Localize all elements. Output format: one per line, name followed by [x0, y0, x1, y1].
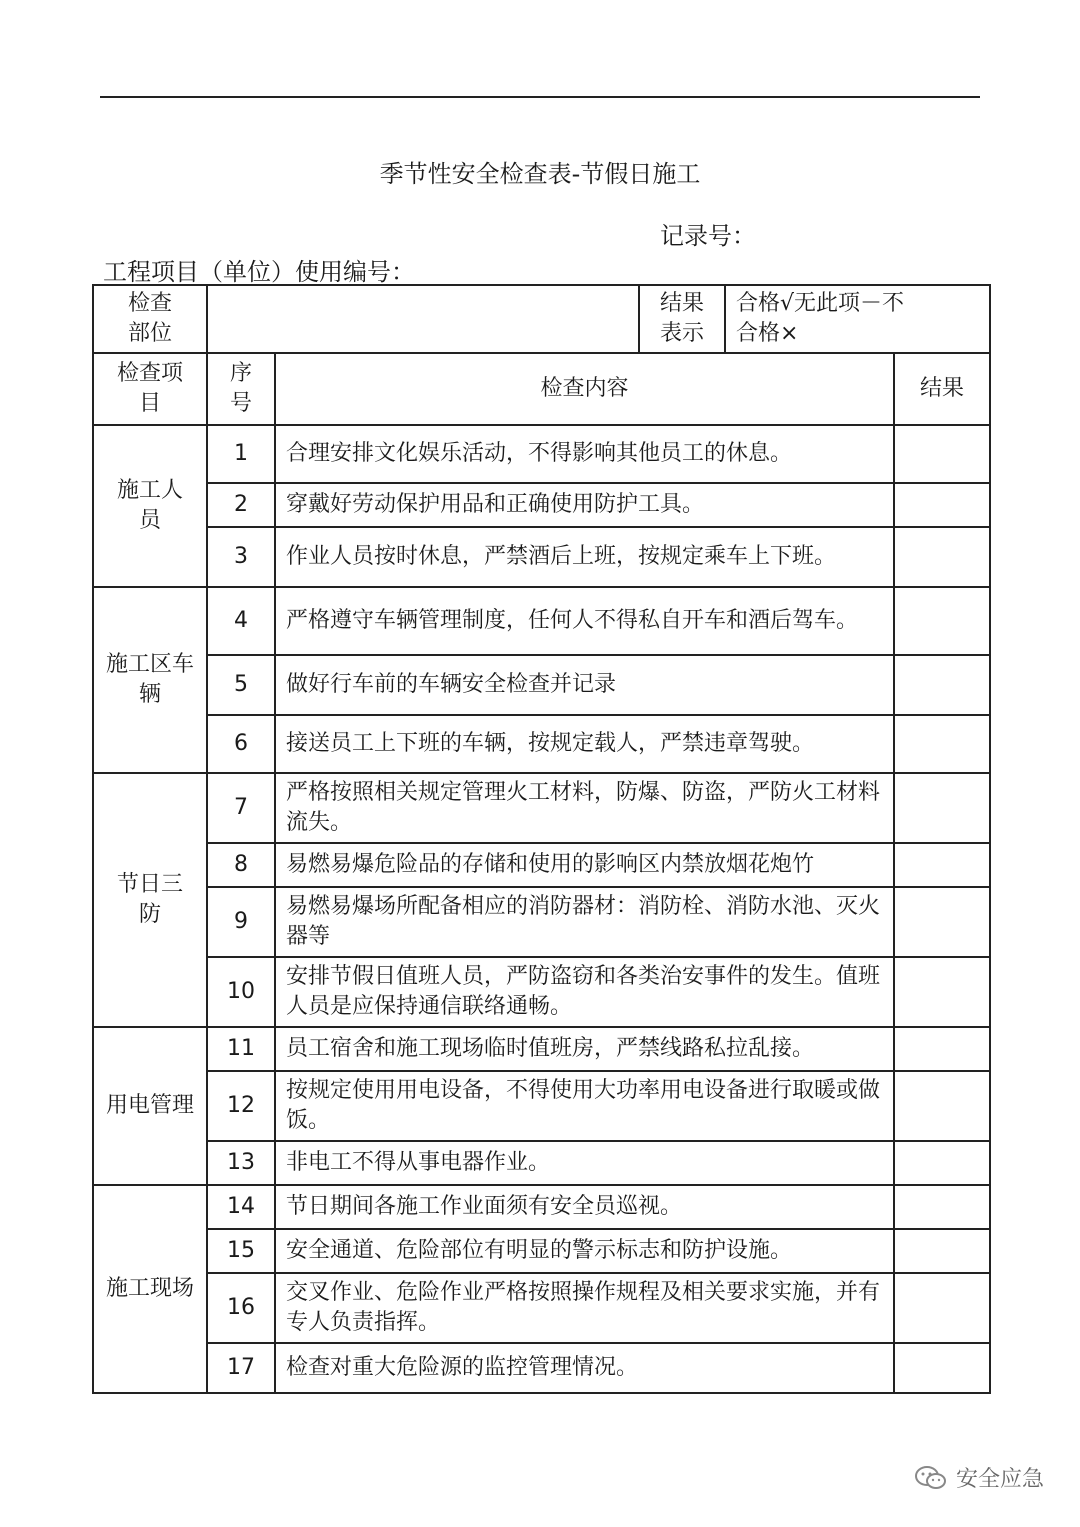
table-row — [93, 1343, 990, 1393]
table-row — [93, 1027, 990, 1071]
row-number: 15 — [207, 1229, 275, 1273]
row-result[interactable] — [894, 773, 990, 843]
row-result[interactable] — [894, 843, 990, 887]
row-number: 8 — [207, 843, 275, 887]
row-result[interactable] — [894, 957, 990, 1027]
table-row — [93, 887, 990, 957]
table-row — [93, 1071, 990, 1141]
row-content: 严格按照相关规定管理火工材料，防爆、防盗，严防火工材料流失。 — [275, 773, 894, 843]
project-number-label: 工程项目（单位）使用编号： — [103, 258, 415, 286]
header-content: 检查内容 — [275, 353, 894, 425]
row-content: 易燃易爆场所配备相应的消防器材：消防栓、消防水池、灭火器等 — [275, 887, 894, 957]
row-content: 严格遵守车辆管理制度，任何人不得私自开车和酒后驾车。 — [275, 587, 894, 655]
row-result[interactable] — [894, 425, 990, 483]
row-result[interactable] — [894, 1273, 990, 1343]
table-row — [93, 1273, 990, 1343]
table-row — [93, 773, 990, 843]
row-number: 10 — [207, 957, 275, 1027]
header-item: 检查项目 — [93, 353, 207, 425]
table-row — [93, 1229, 990, 1273]
row-number: 14 — [207, 1185, 275, 1229]
header-result: 结果 — [894, 353, 990, 425]
row-result[interactable] — [894, 655, 990, 715]
row-content: 员工宿舍和施工现场临时值班房，严禁线路私拉乱接。 — [275, 1027, 894, 1071]
table-row — [93, 843, 990, 887]
row-content: 安排节假日值班人员，严防盗窃和各类治安事件的发生。值班人员是应保持通信联络通畅。 — [275, 957, 894, 1027]
row-content: 安全通道、危险部位有明显的警示标志和防护设施。 — [275, 1229, 894, 1273]
row-number: 9 — [207, 887, 275, 957]
row-number: 12 — [207, 1071, 275, 1141]
row-content: 节日期间各施工作业面须有安全员巡视。 — [275, 1185, 894, 1229]
group-name: 节日三防 — [93, 773, 207, 1027]
row-number: 11 — [207, 1027, 275, 1071]
row-number: 16 — [207, 1273, 275, 1343]
group-name: 施工人员 — [93, 425, 207, 587]
table-row — [93, 655, 990, 715]
group-name: 施工现场 — [93, 1185, 207, 1393]
row-result[interactable] — [894, 1229, 990, 1273]
row-result[interactable] — [894, 483, 990, 527]
result-legend-value: 合格√无此项－不合格× — [725, 285, 990, 353]
row-result[interactable] — [894, 1141, 990, 1185]
row-content: 易燃易爆危险品的存储和使用的影响区内禁放烟花炮竹 — [275, 843, 894, 887]
record-number-label: 记录号： — [660, 222, 756, 250]
part-label: 检查部位 — [93, 285, 207, 353]
row-content: 做好行车前的车辆安全检查并记录 — [275, 655, 894, 715]
row-content: 穿戴好劳动保护用品和正确使用防护工具。 — [275, 483, 894, 527]
row-result[interactable] — [894, 587, 990, 655]
row-content: 作业人员按时休息，严禁酒后上班，按规定乘车上下班。 — [275, 527, 894, 587]
row-content: 交叉作业、危险作业严格按照操作规程及相关要求实施，并有专人负责指挥。 — [275, 1273, 894, 1343]
row-content: 合理安排文化娱乐活动，不得影响其他员工的休息。 — [275, 425, 894, 483]
row-result[interactable] — [894, 1185, 990, 1229]
row-result[interactable] — [894, 715, 990, 773]
row-number: 17 — [207, 1343, 275, 1393]
row-content: 接送员工上下班的车辆，按规定载人，严禁违章驾驶。 — [275, 715, 894, 773]
table-row — [93, 715, 990, 773]
table-row — [93, 1141, 990, 1185]
row-number: 3 — [207, 527, 275, 587]
row-number: 7 — [207, 773, 275, 843]
header-rule — [100, 96, 980, 98]
row-result[interactable] — [894, 527, 990, 587]
brand-name: 安全应急 — [955, 1467, 1044, 1492]
table-row — [93, 587, 990, 655]
row-number: 2 — [207, 483, 275, 527]
row-number: 13 — [207, 1141, 275, 1185]
row-content: 非电工不得从事电器作业。 — [275, 1141, 894, 1185]
row-content: 检查对重大危险源的监控管理情况。 — [275, 1343, 894, 1393]
part-value[interactable] — [207, 285, 639, 353]
row-number: 6 — [207, 715, 275, 773]
document-title: 季节性安全检查表-节假日施工 — [379, 160, 701, 188]
row-number: 5 — [207, 655, 275, 715]
group-name: 用电管理 — [93, 1027, 207, 1185]
row-number: 4 — [207, 587, 275, 655]
result-legend-label: 结果表示 — [639, 285, 725, 353]
row-number: 1 — [207, 425, 275, 483]
inspection-table — [92, 284, 991, 1394]
table-row — [93, 483, 990, 527]
row-result[interactable] — [894, 1071, 990, 1141]
wechat-icon — [914, 1465, 948, 1491]
footer-brand — [914, 1462, 1044, 1493]
group-name: 施工区车辆 — [93, 587, 207, 773]
table-row — [93, 1185, 990, 1229]
row-result[interactable] — [894, 1343, 990, 1393]
row-content: 按规定使用用电设备，不得使用大功率用电设备进行取暖或做饭。 — [275, 1071, 894, 1141]
header-no: 序号 — [207, 353, 275, 425]
row-result[interactable] — [894, 887, 990, 957]
table-row — [93, 425, 990, 483]
table-row — [93, 527, 990, 587]
row-result[interactable] — [894, 1027, 990, 1071]
table-row — [93, 957, 990, 1027]
